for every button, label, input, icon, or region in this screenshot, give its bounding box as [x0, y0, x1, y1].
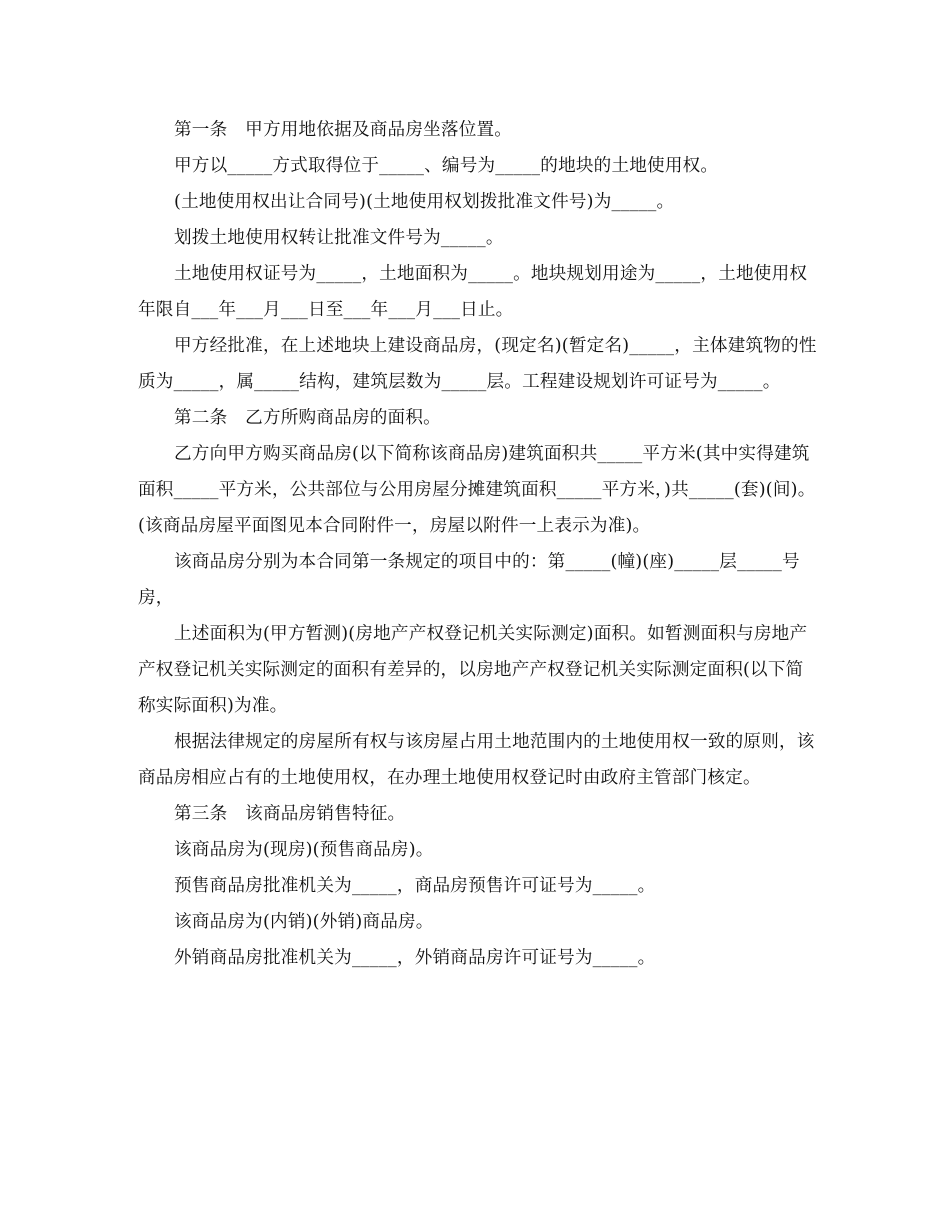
paragraph-land-acquisition: 甲方以_____方式取得位于_____、编号为_____的地块的土地使用权。: [174, 156, 719, 176]
paragraph-unit-location: 该商品房分别为本合同第一条规定的项目中的：第_____(幢)(座)_____层_____号房，: [138, 552, 800, 608]
paragraph-sale-type: 该商品房为(内销)(外销)商品房。: [174, 912, 434, 932]
document-page: [138, 112, 818, 976]
paragraph-transfer-approval: 划拨土地使用权转让批准文件号为_____。: [174, 228, 504, 248]
article-1-heading: 第一条 甲方用地依据及商品房坐落位置。: [174, 120, 513, 140]
paragraph-purchase-area: 乙方向甲方购买商品房(以下简称该商品房)建筑面积共_____平方米(其中实得建筑面积_____平方米，公共部位与公用房屋分摊建筑面积_____平方米，)共_____(套)(间)。(该商品房屋平面图见本合同附件一，房屋以附件一上表示为准)。: [138, 444, 816, 536]
paragraph-export-permit: 外销商品房批准机关为_____，外销商品房许可证号为_____。: [174, 948, 656, 968]
paragraph-building-approval: 甲方经批准，在上述地块上建设商品房，(现定名)(暂定名)_____，主体建筑物的性质为_____，属_____结构，建筑层数为_____层。工程建设规划许可证号为_____。: [138, 336, 817, 392]
article-3-heading: 第三条 该商品房销售特征。: [174, 804, 406, 824]
paragraph-area-measurement: 上述面积为(甲方暂测)(房地产产权登记机关实际测定)面积。如暂测面积与房地产产权登记机关实际测定的面积有差异的，以房地产产权登记机关实际测定面积(以下简称实际面积)为准。: [138, 624, 808, 716]
paragraph-house-status: 该商品房为(现房)(预售商品房)。: [174, 840, 434, 860]
paragraph-presale-permit: 预售商品房批准机关为_____，商品房预售许可证号为_____。: [174, 876, 656, 896]
paragraph-land-certificate: 土地使用权证号为_____，土地面积为_____。地块规划用途为_____，土地使用权年限自___年___月___日至___年___月___日止。: [138, 264, 808, 320]
paragraph-land-use-rights: 根据法律规定的房屋所有权与该房屋占用土地范围内的土地使用权一致的原则，该商品房相应占有的土地使用权，在办理土地使用权登记时由政府主管部门核定。: [138, 732, 815, 788]
paragraph-contract-number: (土地使用权出让合同号)(土地使用权划拨批准文件号)为_____。: [174, 192, 675, 212]
article-2-heading: 第二条 乙方所购商品房的面积。: [174, 408, 441, 428]
